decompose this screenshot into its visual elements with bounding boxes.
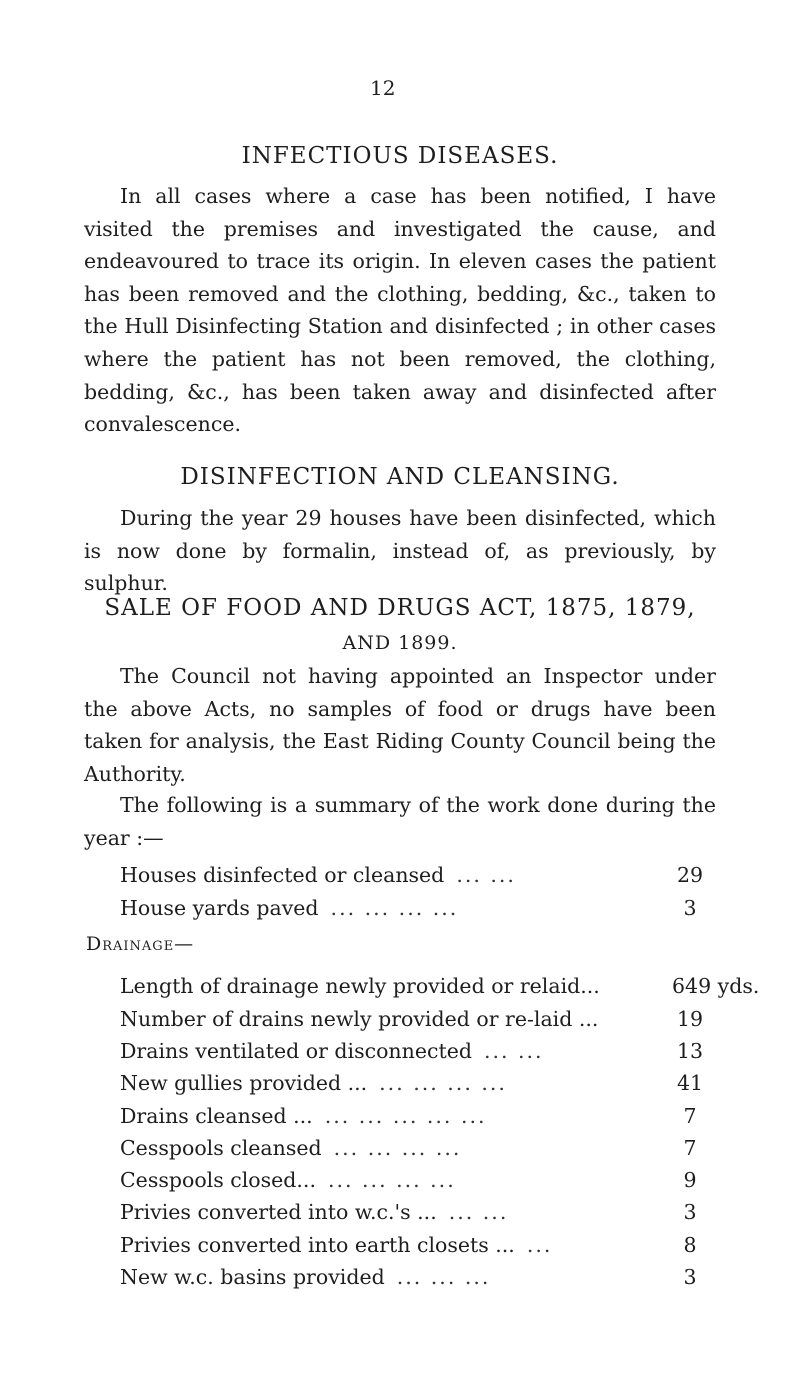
item-label: Drains cleansed ... bbox=[120, 1104, 313, 1128]
heading-food-drugs: SALE OF FOOD AND DRUGS ACT, 1875, 1879, bbox=[104, 595, 696, 621]
item-value: 13 bbox=[676, 1039, 704, 1063]
list-item bbox=[120, 974, 770, 1006]
item-leader-dots: ... ... ... ... bbox=[379, 1071, 507, 1095]
item-leader-dots: ... ... bbox=[456, 863, 516, 887]
item-value: 19 bbox=[676, 1007, 704, 1031]
item-leader-dots: ... ... bbox=[448, 1200, 509, 1224]
list-item bbox=[120, 1233, 770, 1265]
item-value: 29 bbox=[676, 863, 704, 887]
list-item bbox=[120, 1104, 770, 1136]
item-leader-dots: ... ... ... ... ... bbox=[324, 1104, 487, 1128]
item-label: Drains ventilated or disconnected bbox=[120, 1039, 472, 1063]
list-item bbox=[120, 863, 770, 895]
list-item bbox=[120, 1200, 770, 1232]
item-label: Houses disinfected or cleansed bbox=[120, 863, 445, 887]
item-label: New gullies provided ... bbox=[120, 1071, 368, 1095]
item-label: Privies converted into earth closets ... bbox=[120, 1233, 515, 1257]
item-value: 7 bbox=[683, 1136, 697, 1160]
paragraph-disinfection: During the year 29 houses have been disinfected, which is now done by formalin, instead of, as previously, by sulphur. bbox=[84, 506, 716, 596]
heading-infectious-diseases: INFECTIOUS DISEASES. bbox=[241, 143, 559, 169]
item-label: Length of drainage newly provided or relaid... bbox=[120, 974, 600, 998]
item-leader-dots: ... ... ... ... bbox=[327, 1168, 456, 1192]
item-value: 7 bbox=[683, 1104, 697, 1128]
list-item bbox=[120, 1168, 770, 1200]
drainage-heading: Drainage— bbox=[86, 933, 195, 955]
item-value: 41 bbox=[676, 1071, 704, 1095]
item-leader-dots: ... ... bbox=[483, 1039, 544, 1063]
list-item bbox=[120, 1265, 770, 1297]
item-leader-dots: ... ... ... bbox=[396, 1265, 491, 1289]
list-item bbox=[120, 1071, 770, 1103]
list-item bbox=[120, 1007, 770, 1039]
heading-disinfection: DISINFECTION AND CLEANSING. bbox=[180, 464, 620, 490]
item-label: House yards paved bbox=[120, 896, 319, 920]
item-label: Privies converted into w.c.'s ... bbox=[120, 1200, 437, 1224]
paragraph-summary-intro: The following is a summary of the work done during the year :— bbox=[84, 793, 716, 850]
item-label: Cesspools closed... bbox=[120, 1168, 316, 1192]
subheading-food-drugs: AND 1899. bbox=[342, 632, 458, 654]
page-number: 12 bbox=[370, 76, 396, 100]
item-leader-dots: ... ... ... ... bbox=[333, 1136, 462, 1160]
item-leader-dots: ... bbox=[526, 1233, 553, 1257]
item-value: 3 bbox=[683, 896, 697, 920]
item-label: New w.c. basins provided bbox=[120, 1265, 385, 1289]
item-value: 3 bbox=[683, 1265, 697, 1289]
list-item bbox=[120, 1039, 770, 1071]
item-value: 649 yds. bbox=[672, 974, 760, 998]
item-label: Number of drains newly provided or re-laid ... bbox=[120, 1007, 599, 1031]
item-value: 9 bbox=[683, 1168, 697, 1192]
list-item bbox=[120, 896, 770, 928]
list-item bbox=[120, 1136, 770, 1168]
item-value: 3 bbox=[683, 1200, 697, 1224]
paragraph-food-drugs: The Council not having appointed an Inspector under the above Acts, no samples of food or drugs have been taken for analysis, the East Riding County Council being the Authority. bbox=[84, 664, 716, 786]
item-leader-dots: ... ... ... ... bbox=[330, 896, 459, 920]
paragraph-infectious-diseases: In all cases where a case has been notified, I have visited the premises and investigated the cause, and endeavoured to trace its origin. In eleven cases the patient has been removed and the clothing, bedding, &c., taken to the Hull Disinfecting Station and disinfected ; in other cases where the patient has not been removed, the clothing, bedding, &c., has been taken away and disinfected after convalescence. bbox=[84, 184, 716, 437]
item-label: Cesspools cleansed bbox=[120, 1136, 322, 1160]
item-value: 8 bbox=[683, 1233, 697, 1257]
